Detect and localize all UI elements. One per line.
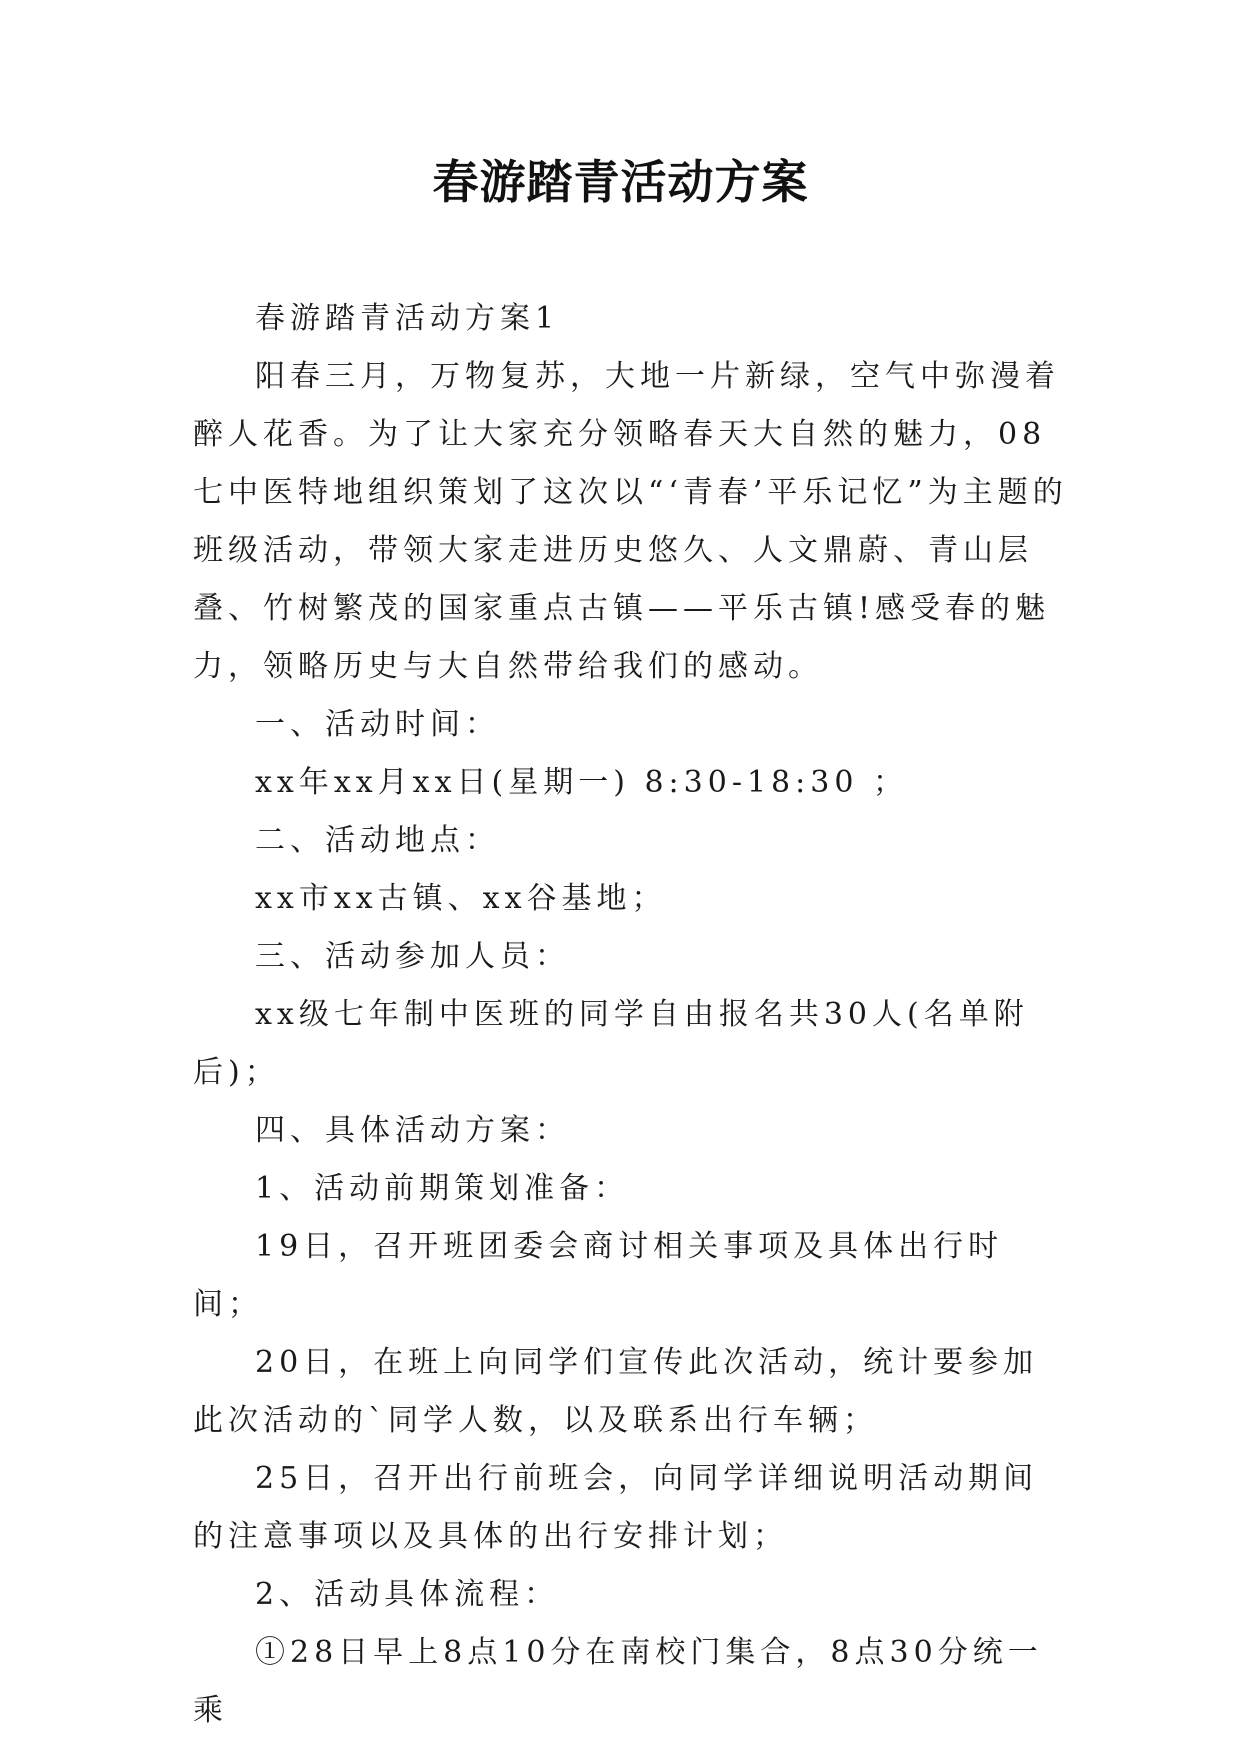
paragraph-day-28: ①28日早上8点10分在南校门集合，8点30分统一乘	[193, 1635, 1043, 1728]
paragraph-day-20: 20日，在班上向同学们宣传此次活动，统计要参加此次活动的`同学人数，以及联系出行车辆；	[193, 1345, 1039, 1438]
heading-process: 2、活动具体流程：	[255, 1577, 560, 1612]
document-body	[193, 290, 1068, 1740]
paragraph-participants: xx级七年制中医班的同学自由报名共30人(名单附后)；	[193, 997, 1029, 1090]
document-title: 春游踏青活动方案	[432, 155, 809, 209]
paragraph-day-25: 25日，召开出行前班会，向同学详细说明活动期间的注意事项以及具体的出行安排计划；	[193, 1461, 1039, 1554]
paragraph-day-19: 19日，召开班团委会商讨相关事项及具体出行时间；	[193, 1229, 1004, 1322]
heading-preparation: 1、活动前期策划准备：	[255, 1171, 630, 1206]
heading-participants: 三、活动参加人员：	[255, 939, 570, 974]
paragraph-subtitle: 春游踏青活动方案1	[255, 301, 560, 336]
heading-activity-plan: 四、具体活动方案：	[255, 1113, 570, 1148]
heading-activity-location: 二、活动地点：	[255, 823, 500, 858]
heading-activity-time: 一、活动时间：	[255, 707, 500, 742]
paragraph-activity-location: xx市xx古镇、xx谷基地；	[255, 881, 667, 916]
paragraph-intro: 阳春三月，万物复苏，大地一片新绿，空气中弥漫着醉人花香。为了让大家充分领略春天大自然的魅力，08七中医特地组织策划了这次以“‘青春’平乐记忆”为主题的班级活动，带领大家走进历史悠久、人文鼎蔚、青山层叠、竹树繁茂的国家重点古镇——平乐古镇!感受春的魅力，领略历史与大自然带给我们的感动。	[193, 359, 1068, 684]
paragraph-activity-time: xx年xx月xx日(星期一) 8:30-18:30 ；	[255, 765, 908, 800]
